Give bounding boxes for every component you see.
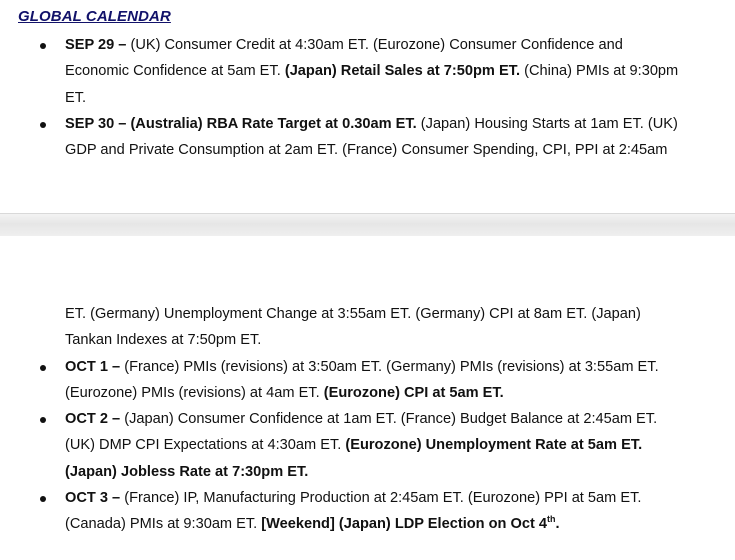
text: Economic Confidence at 5am ET.	[65, 63, 285, 80]
bold-text: OCT 3 –	[65, 490, 125, 507]
bullet-icon	[40, 496, 46, 502]
bold-text: (Japan) Retail Sales at 7:50pm ET.	[284, 63, 521, 80]
calendar-item	[0, 354, 735, 407]
bold-text: (Eurozone) CPI at 5am ET.	[323, 384, 504, 401]
text-line	[65, 327, 717, 353]
page-break-gap	[0, 213, 735, 237]
calendar-item	[0, 32, 735, 111]
text: (UK) Consumer Credit at 4:30am ET. (Eurozone) Consumer Confidence and	[130, 37, 623, 53]
text: (France) IP, Manufacturing Production at 2:45am ET. (Eurozone) PPI at 5am ET.	[124, 490, 642, 507]
bold-text: .	[555, 516, 560, 533]
calendar-item	[0, 485, 735, 538]
text-line	[65, 432, 717, 458]
bold-text: th	[547, 514, 556, 525]
bullet-icon	[40, 417, 46, 423]
calendar-item	[0, 111, 735, 164]
text-line	[65, 85, 717, 111]
text-line	[65, 58, 717, 84]
text: (UK) DMP CPI Expectations at 4:30am ET.	[65, 437, 346, 454]
bullet-icon	[40, 122, 46, 128]
text-line	[65, 380, 717, 406]
text-line	[65, 301, 717, 327]
bold-text: (Japan) Jobless Rate at 7:30pm ET.	[65, 463, 309, 480]
text-line	[65, 32, 717, 58]
bold-text: SEP 30 – (Australia) RBA Rate Target at 0.30am ET.	[65, 115, 417, 132]
text: ET.	[65, 89, 87, 106]
text: Tankan Indexes at 7:50pm ET.	[65, 332, 262, 349]
calendar-list-continued	[0, 301, 735, 538]
text-line	[65, 511, 717, 537]
bold-text: [Weekend] (Japan) LDP Election on Oct 4	[261, 516, 548, 533]
calendar-list	[0, 32, 735, 163]
text-line	[65, 137, 717, 163]
page-top	[0, 0, 735, 213]
bold-text: SEP 29 –	[65, 37, 131, 53]
text-line	[65, 354, 717, 380]
text: GDP and Private Consumption at 2am ET. (France) Consumer Spending, CPI, PPI at 2:45am	[65, 142, 668, 159]
text-line	[65, 485, 717, 511]
text-line	[65, 459, 717, 485]
calendar-item-continuation	[0, 301, 735, 354]
bold-text: OCT 1 –	[65, 358, 125, 375]
text: (China) PMIs at 9:30pm	[520, 63, 679, 80]
text: (Japan) Consumer Confidence at 1am ET. (France) Budget Balance at 2:45am ET.	[124, 411, 658, 428]
text: (Japan) Housing Starts at 1am ET. (UK)	[416, 115, 678, 132]
text-line	[65, 406, 717, 432]
text: (Eurozone) PMIs (revisions) at 4am ET.	[65, 384, 324, 401]
text: (Canada) PMIs at 9:30am ET.	[65, 516, 262, 533]
bullet-icon	[40, 365, 46, 371]
text: (France) PMIs (revisions) at 3:50am ET. (Germany) PMIs (revisions) at 3:55am ET.	[124, 358, 659, 375]
text-line	[65, 111, 717, 137]
page-bottom	[0, 236, 735, 560]
text: ET. (Germany) Unemployment Change at 3:55am ET. (Germany) CPI at 8am ET. (Japan)	[65, 306, 641, 322]
bold-text: OCT 2 –	[65, 411, 125, 428]
bullet-icon	[40, 43, 46, 49]
page-title: GLOBAL CALENDAR	[18, 8, 171, 25]
calendar-item	[0, 406, 735, 485]
bold-text: (Eurozone) Unemployment Rate at 5am ET.	[345, 437, 643, 454]
